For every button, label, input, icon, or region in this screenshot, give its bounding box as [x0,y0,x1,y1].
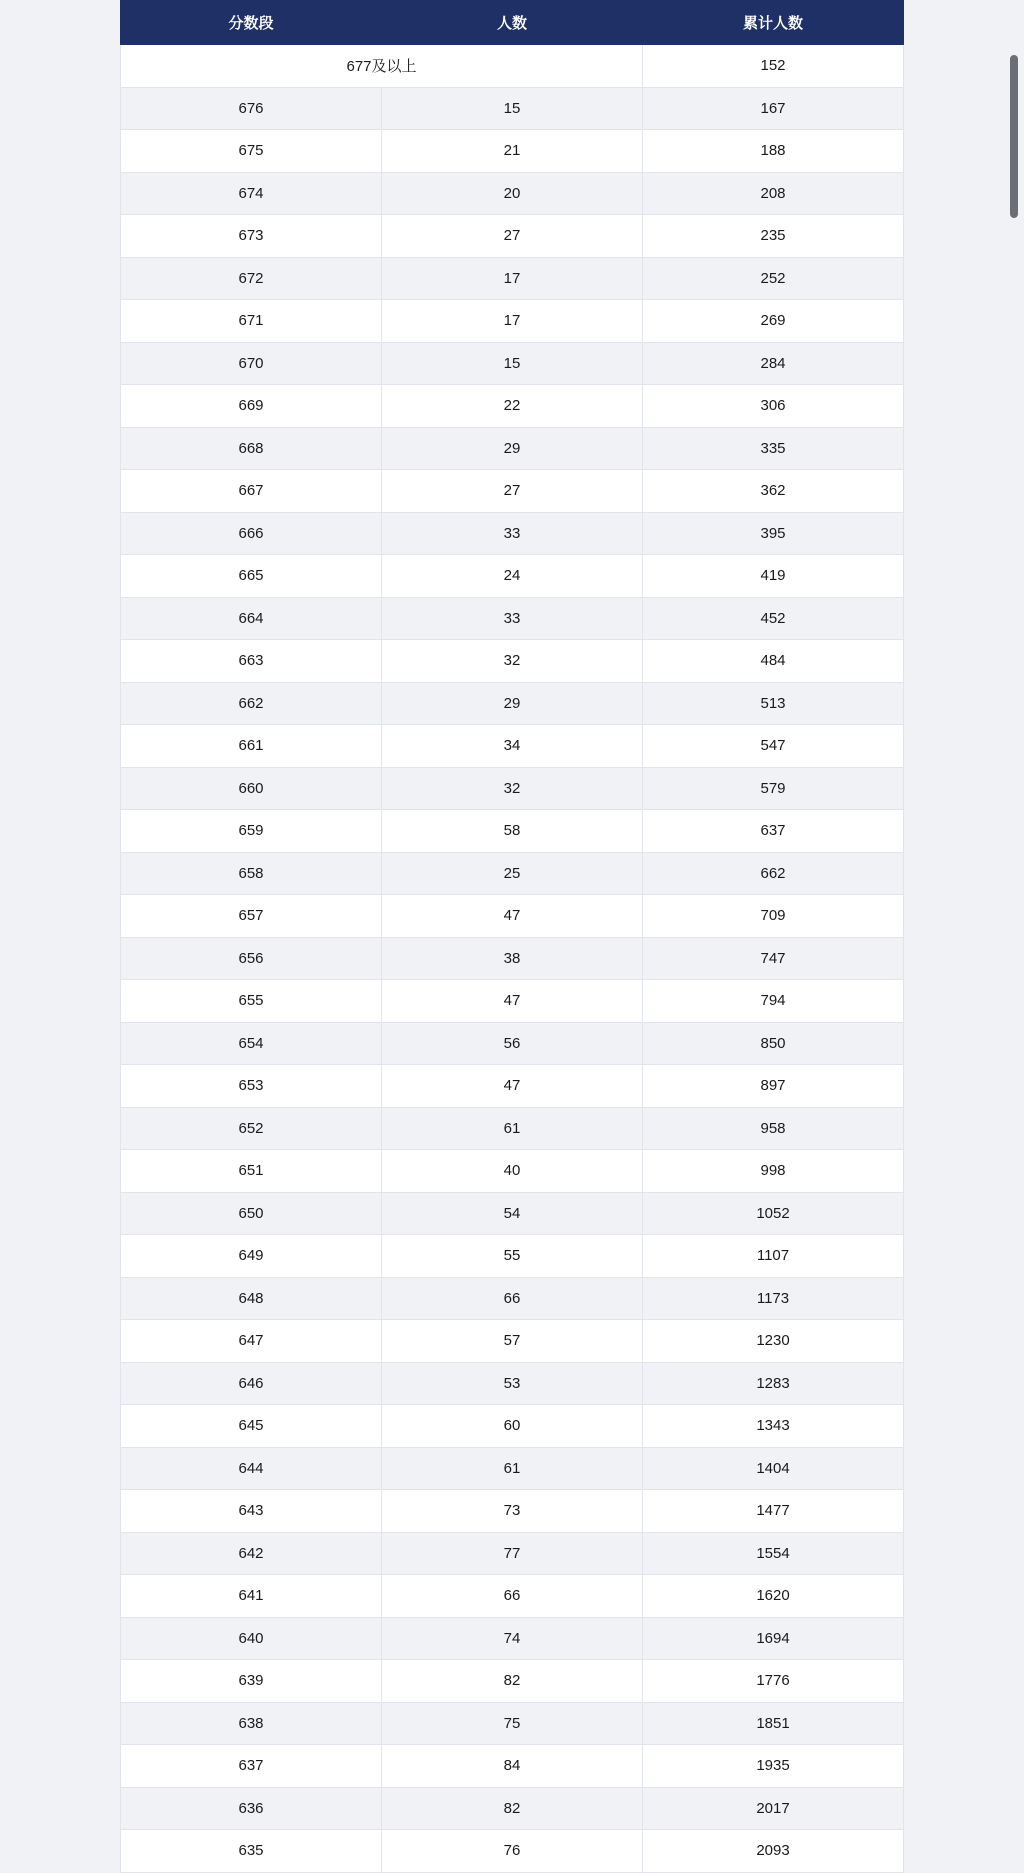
table-row [121,385,904,428]
cell-cumulative: 235 [643,215,904,258]
table-row [121,1575,904,1618]
table-row [121,1660,904,1703]
scrollbar-thumb[interactable] [1010,55,1018,218]
table-body [121,45,904,1873]
cell-count: 33 [382,512,643,555]
cell-count: 34 [382,725,643,768]
cell-score: 663 [121,640,382,683]
cell-count: 66 [382,1277,643,1320]
table-row [121,1702,904,1745]
cell-count: 15 [382,342,643,385]
table-row [121,342,904,385]
top-range-label: 677及以上 [121,45,643,88]
cell-score: 668 [121,427,382,470]
table-row [121,427,904,470]
cell-count: 32 [382,640,643,683]
table-row [121,172,904,215]
cell-score: 649 [121,1235,382,1278]
table-row [121,1320,904,1363]
cell-score: 647 [121,1320,382,1363]
cell-cumulative: 362 [643,470,904,513]
cell-cumulative: 1343 [643,1405,904,1448]
cell-score: 648 [121,1277,382,1320]
table-row [121,980,904,1023]
cell-cumulative: 395 [643,512,904,555]
cell-cumulative: 1554 [643,1532,904,1575]
cell-cumulative: 1851 [643,1702,904,1745]
cell-count: 15 [382,87,643,130]
cell-cumulative: 269 [643,300,904,343]
cell-score: 659 [121,810,382,853]
table-row [121,597,904,640]
cell-score: 675 [121,130,382,173]
table-row [121,1617,904,1660]
cell-count: 47 [382,1065,643,1108]
cell-count: 38 [382,937,643,980]
cell-count: 66 [382,1575,643,1618]
header-score-segment: 分数段 [121,1,382,45]
table-row [121,1532,904,1575]
cell-score: 655 [121,980,382,1023]
cell-score: 658 [121,852,382,895]
cell-score: 676 [121,87,382,130]
cell-score: 651 [121,1150,382,1193]
cell-score: 638 [121,1702,382,1745]
cell-score: 652 [121,1107,382,1150]
cell-score: 642 [121,1532,382,1575]
cell-count: 20 [382,172,643,215]
table-row [121,87,904,130]
table-row [121,512,904,555]
cell-count: 55 [382,1235,643,1278]
cell-score: 646 [121,1362,382,1405]
cell-cumulative: 306 [643,385,904,428]
cell-score: 671 [121,300,382,343]
cell-cumulative: 167 [643,87,904,130]
cell-count: 25 [382,852,643,895]
table-row [121,852,904,895]
table-row [121,1150,904,1193]
header-cumulative-count: 累计人数 [643,1,904,45]
cell-score: 665 [121,555,382,598]
cell-score: 643 [121,1490,382,1533]
cell-count: 76 [382,1830,643,1873]
cell-cumulative: 1173 [643,1277,904,1320]
score-table-container [120,0,904,1873]
table-row [121,1192,904,1235]
cell-count: 82 [382,1660,643,1703]
table-row [121,682,904,725]
cell-count: 84 [382,1745,643,1788]
cell-cumulative: 513 [643,682,904,725]
cell-count: 53 [382,1362,643,1405]
cell-score: 666 [121,512,382,555]
cell-cumulative: 2093 [643,1830,904,1873]
table-row [121,1447,904,1490]
cell-cumulative: 958 [643,1107,904,1150]
table-row [121,300,904,343]
table-row [121,895,904,938]
cell-cumulative: 747 [643,937,904,980]
header-count: 人数 [382,1,643,45]
cell-score: 639 [121,1660,382,1703]
cell-count: 77 [382,1532,643,1575]
cell-cumulative: 1107 [643,1235,904,1278]
table-row [121,1235,904,1278]
header-row [121,1,904,45]
table-row [121,1830,904,1873]
cell-score: 662 [121,682,382,725]
cell-cumulative: 579 [643,767,904,810]
cell-score: 645 [121,1405,382,1448]
cell-count: 17 [382,300,643,343]
cell-count: 74 [382,1617,643,1660]
cell-cumulative: 1052 [643,1192,904,1235]
table-row [121,555,904,598]
table-row [121,1745,904,1788]
top-range-cumulative: 152 [643,45,904,88]
cell-count: 40 [382,1150,643,1193]
cell-count: 33 [382,597,643,640]
table-row [121,1490,904,1533]
cell-score: 656 [121,937,382,980]
cell-cumulative: 637 [643,810,904,853]
table-row [121,1362,904,1405]
table-row [121,937,904,980]
cell-count: 56 [382,1022,643,1065]
cell-cumulative: 897 [643,1065,904,1108]
table-row-top [121,45,904,88]
cell-score: 650 [121,1192,382,1235]
table-row [121,767,904,810]
cell-score: 641 [121,1575,382,1618]
cell-cumulative: 794 [643,980,904,1023]
cell-cumulative: 1477 [643,1490,904,1533]
cell-score: 670 [121,342,382,385]
cell-cumulative: 188 [643,130,904,173]
cell-count: 27 [382,215,643,258]
table-row [121,1277,904,1320]
cell-score: 673 [121,215,382,258]
cell-score: 640 [121,1617,382,1660]
table-row [121,725,904,768]
cell-count: 54 [382,1192,643,1235]
table-row [121,1065,904,1108]
cell-cumulative: 1230 [643,1320,904,1363]
cell-score: 660 [121,767,382,810]
cell-count: 61 [382,1447,643,1490]
cell-score: 667 [121,470,382,513]
cell-cumulative: 709 [643,895,904,938]
cell-cumulative: 208 [643,172,904,215]
cell-cumulative: 1620 [643,1575,904,1618]
cell-score: 644 [121,1447,382,1490]
cell-cumulative: 1776 [643,1660,904,1703]
cell-cumulative: 998 [643,1150,904,1193]
cell-count: 24 [382,555,643,598]
cell-count: 29 [382,427,643,470]
table-row [121,257,904,300]
cell-cumulative: 484 [643,640,904,683]
cell-score: 635 [121,1830,382,1873]
cell-cumulative: 335 [643,427,904,470]
cell-count: 60 [382,1405,643,1448]
cell-cumulative: 2017 [643,1787,904,1830]
cell-score: 637 [121,1745,382,1788]
cell-count: 47 [382,980,643,1023]
cell-count: 82 [382,1787,643,1830]
cell-score: 636 [121,1787,382,1830]
table-row [121,1787,904,1830]
cell-score: 654 [121,1022,382,1065]
cell-cumulative: 1404 [643,1447,904,1490]
cell-count: 32 [382,767,643,810]
cell-score: 664 [121,597,382,640]
cell-score: 672 [121,257,382,300]
cell-cumulative: 1935 [643,1745,904,1788]
cell-count: 21 [382,130,643,173]
cell-count: 27 [382,470,643,513]
score-distribution-table [120,0,904,1873]
table-row [121,1405,904,1448]
cell-score: 657 [121,895,382,938]
table-row [121,470,904,513]
table-row [121,130,904,173]
cell-cumulative: 252 [643,257,904,300]
cell-count: 17 [382,257,643,300]
cell-cumulative: 850 [643,1022,904,1065]
cell-score: 661 [121,725,382,768]
cell-count: 22 [382,385,643,428]
cell-score: 653 [121,1065,382,1108]
cell-cumulative: 284 [643,342,904,385]
table-header [121,1,904,45]
cell-score: 674 [121,172,382,215]
cell-cumulative: 662 [643,852,904,895]
cell-count: 57 [382,1320,643,1363]
cell-count: 29 [382,682,643,725]
cell-count: 58 [382,810,643,853]
table-row [121,810,904,853]
cell-count: 61 [382,1107,643,1150]
cell-cumulative: 547 [643,725,904,768]
table-row [121,215,904,258]
cell-cumulative: 1694 [643,1617,904,1660]
table-row [121,1022,904,1065]
cell-score: 669 [121,385,382,428]
cell-cumulative: 419 [643,555,904,598]
cell-cumulative: 1283 [643,1362,904,1405]
cell-count: 47 [382,895,643,938]
table-row [121,1107,904,1150]
cell-count: 73 [382,1490,643,1533]
cell-count: 75 [382,1702,643,1745]
cell-cumulative: 452 [643,597,904,640]
table-row [121,640,904,683]
